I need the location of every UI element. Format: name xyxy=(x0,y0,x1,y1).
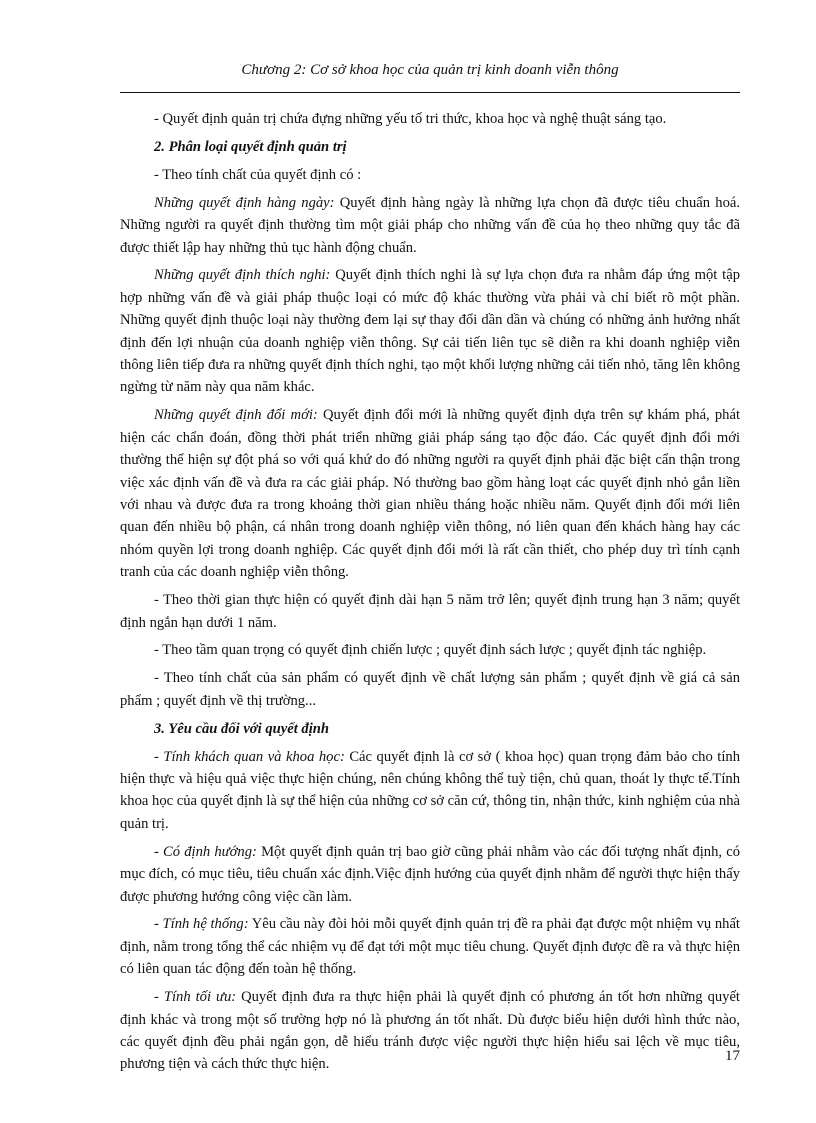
paragraph xyxy=(120,192,740,259)
term: - Tính tối ưu: xyxy=(154,989,237,1006)
paragraph-text: Quyết định đưa ra thực hiện phải là quyết định có phương án tốt hơn những quyết định khác và trong một số trường hợp nó là phương án tốt nhất. Dù được biểu hiện dưới hình thức nào, các quyết định đều phải ngắn gọn, dễ hiểu tránh được việc người thực hiện hiểu sai lệch về mục tiêu, phương tiện và cách thức thực hiện. xyxy=(120,989,740,1073)
term: - Tính hệ thống: xyxy=(154,916,249,933)
term: - Có định hướng: xyxy=(154,843,257,860)
paragraph: - Theo tính chất của sản phẩm có quyết định về chất lượng sản phẩm ; quyết định về giá cả sản phẩm ; quyết định về thị trường... xyxy=(120,670,740,709)
section-heading: 3. Yêu cầu đối với quyết định xyxy=(154,720,329,737)
page-body xyxy=(120,108,740,1081)
paragraph: - Theo tầm quan trọng có quyết định chiến lược ; quyết định sách lược ; quyết định tác nghiệp. xyxy=(154,642,707,659)
paragraph-text: Các quyết định là cơ sở ( khoa học) quan trọng đảm bảo cho tính hiện thực và hiệu quả việc thực hiện chúng, nên chúng không thể tuỳ tiện, chủ quan, thoát ly thực tế.Tính khoa học của quyết định là sự thể hiện của những cơ sở căn cứ, thông tin, nhận thức, kinh nghiệm của nhà quản trị. xyxy=(120,748,740,832)
header-rule xyxy=(120,92,740,93)
paragraph xyxy=(120,264,740,398)
term: Những quyết định hàng ngày: xyxy=(154,194,335,211)
paragraph xyxy=(120,746,740,836)
page-number: 17 xyxy=(725,1048,740,1064)
paragraph-text: Quyết định thích nghi là sự lựa chọn đưa ra nhằm đáp ứng một tập hợp những vấn đề và giải pháp thuộc loại có mức độ khác thường vừa phải và chỉ biết rõ một phần. Những quyết định thuộc loại này thường đem lại sự thay đổi dần dần và chúng có những ảnh hưởng nhất định đến lợi nhuận của doanh nghiệp viễn thông. Sự cải tiến liên tục sẽ diễn ra khi doanh nghiệp viễn thông liên tiếp đưa ra những quyết định thích nghi, tạo một khối lượng những cải tiến nhỏ, tăng lên không ngừng từ năm này qua năm khác. xyxy=(120,267,740,396)
paragraph: - Theo thời gian thực hiện có quyết định dài hạn 5 năm trở lên; quyết định trung hạn 3 năm; quyết định ngắn hạn dưới 1 năm. xyxy=(120,592,740,631)
paragraph: - Theo tính chất của quyết định có : xyxy=(154,166,362,183)
paragraph-text: Quyết định đổi mới là những quyết định dựa trên sự khám phá, phát hiện các chẩn đoán, đồng thời phát triển những giải pháp sáng tạo độc đáo. Các quyết định đổi mới thường thể hiện sự đột phá so với quá khứ do đó những người ra quyết định phải đặc biệt cẩn thận trong việc xác định vấn đề và đưa ra các giải pháp. Nó thường bao gồm hàng loạt các quyết định nhỏ gắn liền với nhau và được đưa ra trong khoảng thời gian nhiều tháng hoặc nhiều năm. Quyết định đổi mới liên quan đến nhiều bộ phận, cá nhân trong doanh nghiệp viễn thông, nó liên quan đến khách hàng hay các nhóm quyền lợi trong doanh nghiệp. Các quyết định đổi mới là rất cần thiết, cho phép duy trì tính cạnh tranh của các doanh nghiệp viễn thông. xyxy=(120,407,741,581)
paragraph xyxy=(120,404,740,583)
term: Những quyết định thích nghi: xyxy=(154,267,331,284)
chapter-header: Chương 2: Cơ sở khoa học của quản trị kinh doanh viễn thông xyxy=(241,62,619,78)
paragraph: - Quyết định quản trị chứa đựng những yếu tố tri thức, khoa học và nghệ thuật sáng tạo. xyxy=(154,111,667,127)
paragraph-text: Một quyết định quản trị bao giờ cũng phải nhằm vào các đối tượng nhất định, có mục đích, có mục tiêu, tiêu chuẩn xác định.Việc định hướng của quyết định nhằm để người thực hiện thấy được phương hướng công việc cần làm. xyxy=(120,843,740,905)
paragraph-text: Yêu cầu này đòi hỏi mỗi quyết định quản trị đề ra phải đạt được một nhiệm vụ nhất định, nằm trong tổng thể các nhiệm vụ để đạt tới một mục tiêu chung. Quyết định được đề ra và thực hiện có liên quan tác động đến toàn hệ thống. xyxy=(120,916,740,978)
paragraph xyxy=(120,986,740,1076)
paragraph-text: Quyết định hàng ngày là những lựa chọn đã được tiêu chuẩn hoá. Những người ra quyết định thường tìm một giải pháp cho những vấn đề của họ theo những quy tắc đã được thiết lập hay những thủ tục hành động chuẩn. xyxy=(120,194,740,256)
section-heading: 2. Phân loại quyết định quản trị xyxy=(154,138,347,155)
paragraph xyxy=(120,913,740,980)
term: Những quyết định đổi mới: xyxy=(154,407,318,424)
paragraph xyxy=(120,841,740,908)
term: - Tính khách quan và khoa học: xyxy=(154,748,345,765)
